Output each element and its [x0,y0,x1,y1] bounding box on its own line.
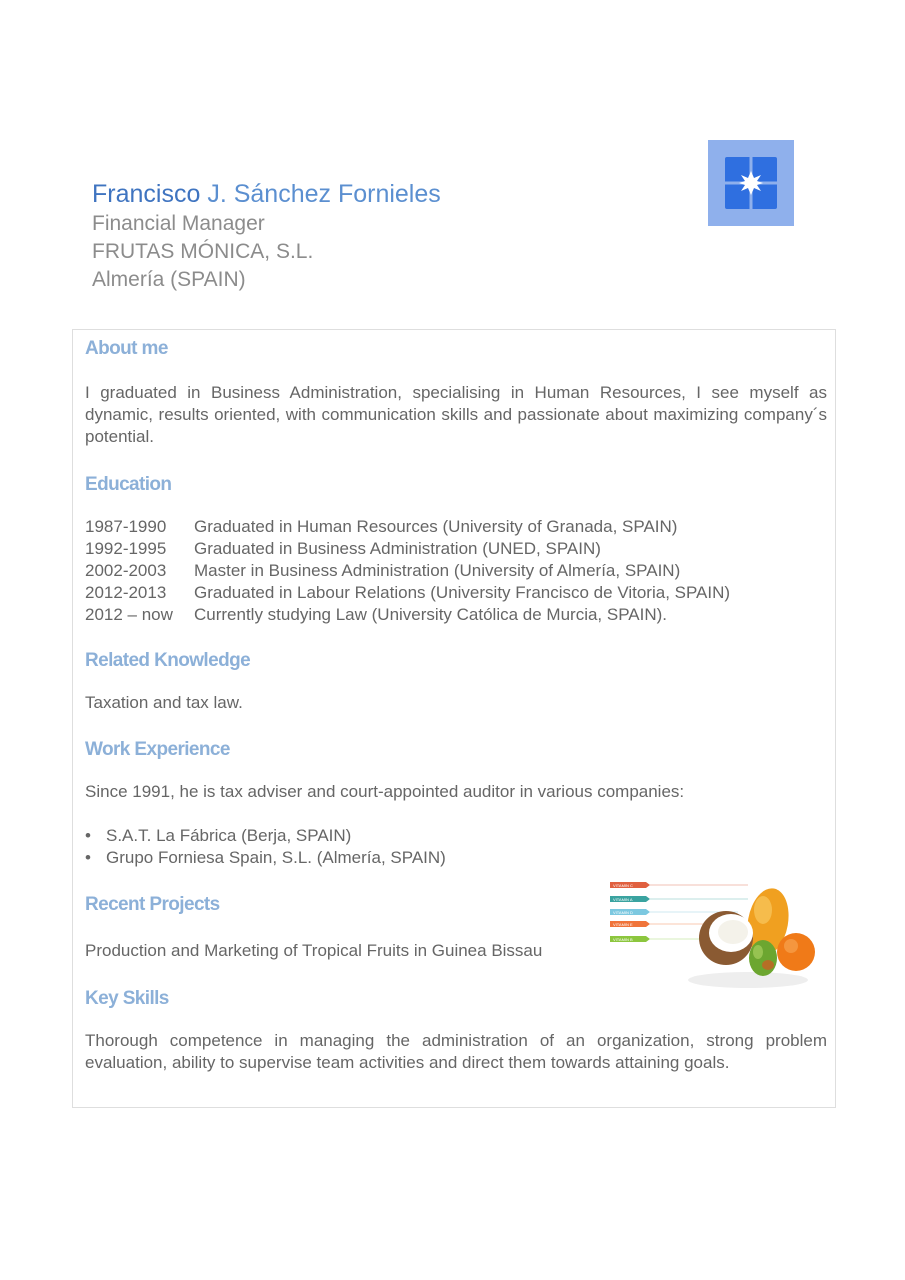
knowledge-text: Taxation and tax law. [85,693,243,712]
job-title: Financial Manager [92,212,265,235]
vitamin-label: VITAMIN D [613,910,633,915]
work-intro: Since 1991, he is tax adviser and court-appointed auditor in various companies: [85,782,685,801]
location: Almería (SPAIN) [92,268,246,291]
work-item [85,847,827,869]
education-item [85,516,827,538]
work-item [85,825,827,847]
vitamin-label: VITAMIN A [613,897,633,902]
projects-text: Production and Marketing of Tropical Fruits in Guinea Bissau [85,941,543,960]
education-years: 2012-2013 [85,583,167,602]
education-desc: Master in Business Administration (University of Almería, SPAIN) [194,561,681,580]
education-years: 2002-2003 [85,561,167,580]
education-desc: Graduated in Business Administration (UNED, SPAIN) [194,539,601,558]
window-star-logo-icon [708,140,794,226]
profile-header [92,178,441,294]
education-list [85,516,827,626]
education-item [85,538,827,560]
education-desc: Graduated in Labour Relations (University Francisco de Vitoria, SPAIN) [194,583,731,602]
education-years: 2012 – now [85,605,173,624]
education-item [85,560,827,582]
person-surname: J. Sánchez Fornieles [200,180,441,208]
education-item [85,582,827,604]
about-text: I graduated in Business Administration, specialising in Human Resources, I see myself as dynamic, results oriented, with communication skills and passionate about maximizing company´s potential. [85,383,827,446]
person-first-name: Francisco [92,180,201,208]
vitamin-label: VITAMIN B [613,937,633,942]
fruits [688,885,815,988]
section-title-skills: Key Skills [85,988,169,1009]
tropical-fruits-image [608,880,818,990]
resume-card [72,329,836,1108]
section-title-projects: Recent Projects [85,894,220,915]
person-name [92,178,441,210]
section-title-knowledge: Related Knowledge [85,650,251,671]
work-list [85,825,827,869]
bullet-icon: • [85,848,91,867]
skills-text: Thorough competence in managing the administration of an organization, strong problem evaluation, ability to supervise team activities and direct them towards attaining goals. [85,1031,827,1072]
work-item-text: S.A.T. La Fábrica (Berja, SPAIN) [106,826,352,845]
education-years: 1992-1995 [85,539,167,558]
section-title-education: Education [85,474,172,495]
company-name: FRUTAS MÓNICA, S.L. [92,240,314,263]
education-desc: Graduated in Human Resources (University of Granada, SPAIN) [194,517,678,536]
bullet-icon: • [85,826,91,845]
education-desc: Currently studying Law (University Católica de Murcia, SPAIN). [194,605,668,624]
education-years: 1987-1990 [85,517,167,536]
vitamin-label: VITAMIN C [613,883,633,888]
section-title-work: Work Experience [85,739,230,760]
section-title-about: About me [85,338,168,359]
vitamin-tag-labels [613,883,633,942]
vitamin-label: VITAMIN E [613,922,633,927]
work-item-text: Grupo Forniesa Spain, S.L. (Almería, SPAIN) [106,848,446,867]
education-item [85,604,827,626]
